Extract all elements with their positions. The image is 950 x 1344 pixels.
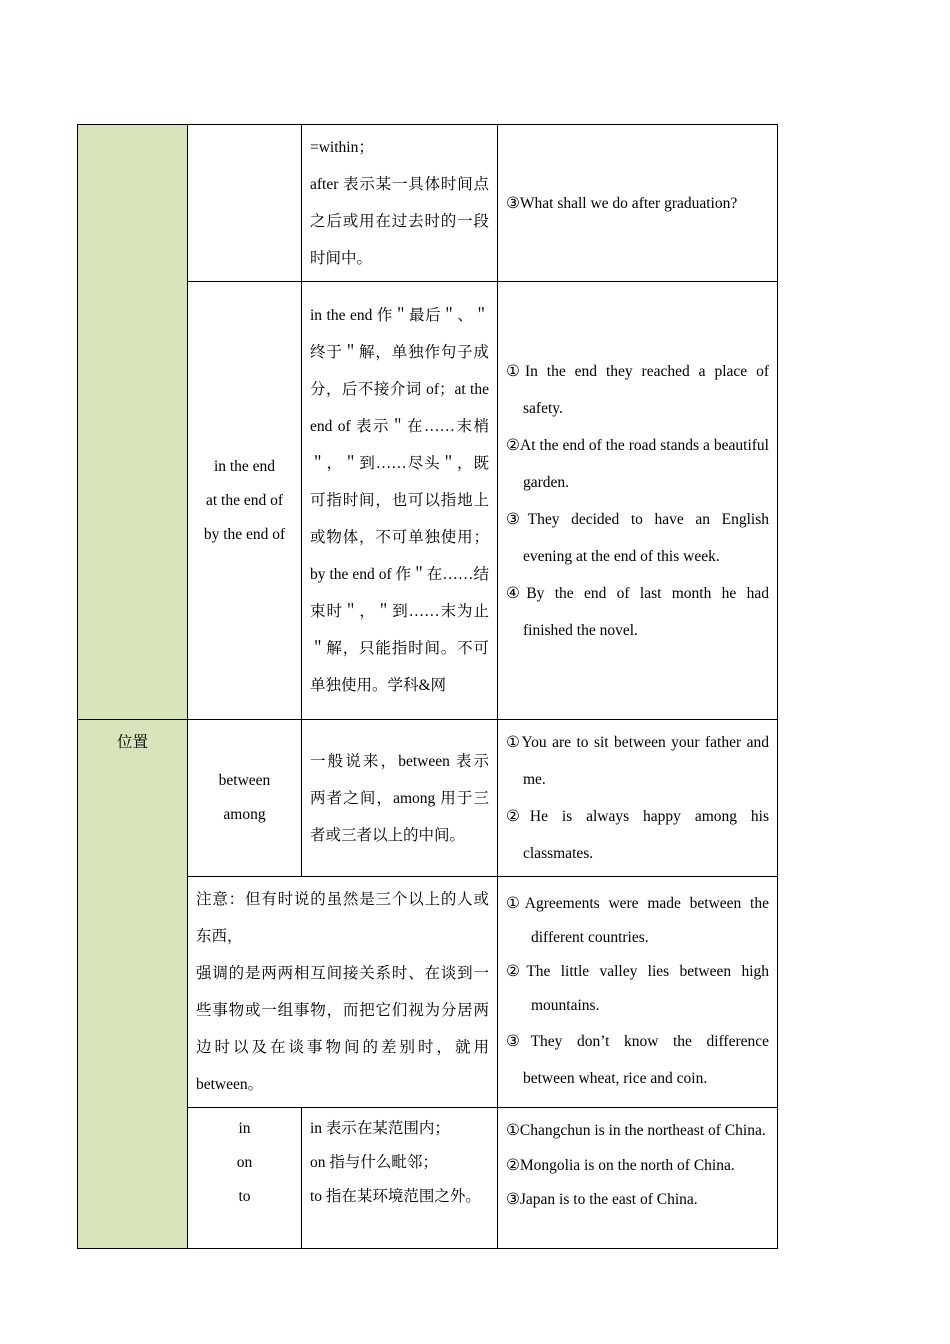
word-item: among <box>223 806 266 823</box>
word-item: in the end <box>213 457 276 475</box>
category-cell-position <box>78 720 188 1249</box>
explanation-line: to 指在某环境范围之外。 <box>310 1188 481 1205</box>
explanation-cell <box>302 1108 498 1249</box>
table-row <box>78 125 778 282</box>
word-item: between <box>218 772 271 789</box>
explanation-cell <box>302 282 498 720</box>
example-sentence: ①In the end they reached a place of safety. <box>506 362 769 417</box>
examples-cell <box>498 720 778 877</box>
explanation-line: after 表示某一具体时间点之后或用在过去时的一段时间中。 <box>310 176 489 267</box>
word-item: in <box>238 1120 251 1137</box>
explanation-text: 一般说来，between 表示两者之间，among 用于三者或三者以上的中间。 <box>310 752 489 844</box>
explanation-cell <box>302 125 498 282</box>
explanation-text: in the end 作＂最后＂、＂终于＂解，单独作句子成分，后不接介词 of；at the end of 表示＂在……末梢＂，＂到……尽头＂，既可指时间，也可以指地上或物体，不可单独使用；by the end of 作＂在……结束时＂，＂到……末为止＂解，只能指时间。不可单独使用。学科&网 <box>310 307 489 694</box>
grammar-table <box>77 124 778 1249</box>
example-sentence: ②The little valley lies between high mountains. <box>506 963 769 1014</box>
explanation-cell <box>302 720 498 877</box>
note-cell <box>188 877 498 1108</box>
example-sentence: ①Agreements were made between the different countries. <box>506 895 769 946</box>
examples-cell <box>498 1108 778 1249</box>
word-item: by the end of <box>203 525 286 543</box>
note-line: 注意：但有时说的虽然是三个以上的人或东西， <box>196 891 489 945</box>
example-sentence: ①You are to sit between your father and me. <box>506 734 769 788</box>
example-sentence: ③What shall we do after graduation? <box>506 194 738 212</box>
example-sentence: ②At the end of the road stands a beautiful garden. <box>506 436 769 491</box>
word-item: to <box>238 1188 251 1205</box>
note-line: 强调的是两两相互间接关系时、在谈到一些事物或一组事物，而把它们视为分居两边时以及在谈事物间的差别时，就用 between。 <box>196 965 489 1093</box>
example-sentence: ③Japan is to the east of China. <box>506 1191 698 1208</box>
words-cell <box>188 720 302 877</box>
explanation-line: =within； <box>310 139 374 156</box>
example-sentence: ③They don’t know the difference between wheat, rice and coin. <box>506 1033 769 1087</box>
example-sentence: ④By the end of last month he had finished the novel. <box>506 584 769 639</box>
words-cell <box>188 1108 302 1249</box>
table-row <box>78 720 778 877</box>
category-label: 位置 <box>116 734 148 751</box>
examples-cell <box>498 282 778 720</box>
examples-cell <box>498 125 778 282</box>
example-sentence: ②He is always happy among his classmates. <box>506 808 769 862</box>
examples-cell <box>498 877 778 1108</box>
word-item: on <box>236 1154 253 1171</box>
example-sentence: ③They decided to have an English evening at the end of this week. <box>506 510 769 565</box>
explanation-line: on 指与什么毗邻； <box>310 1154 438 1171</box>
words-cell <box>188 282 302 720</box>
category-cell-time <box>78 125 188 720</box>
explanation-line: in 表示在某范围内； <box>310 1120 450 1137</box>
word-item: at the end of <box>205 491 284 509</box>
words-cell <box>188 125 302 282</box>
example-sentence: ②Mongolia is on the north of China. <box>506 1157 735 1174</box>
example-sentence: ①Changchun is in the northeast of China. <box>506 1122 766 1139</box>
